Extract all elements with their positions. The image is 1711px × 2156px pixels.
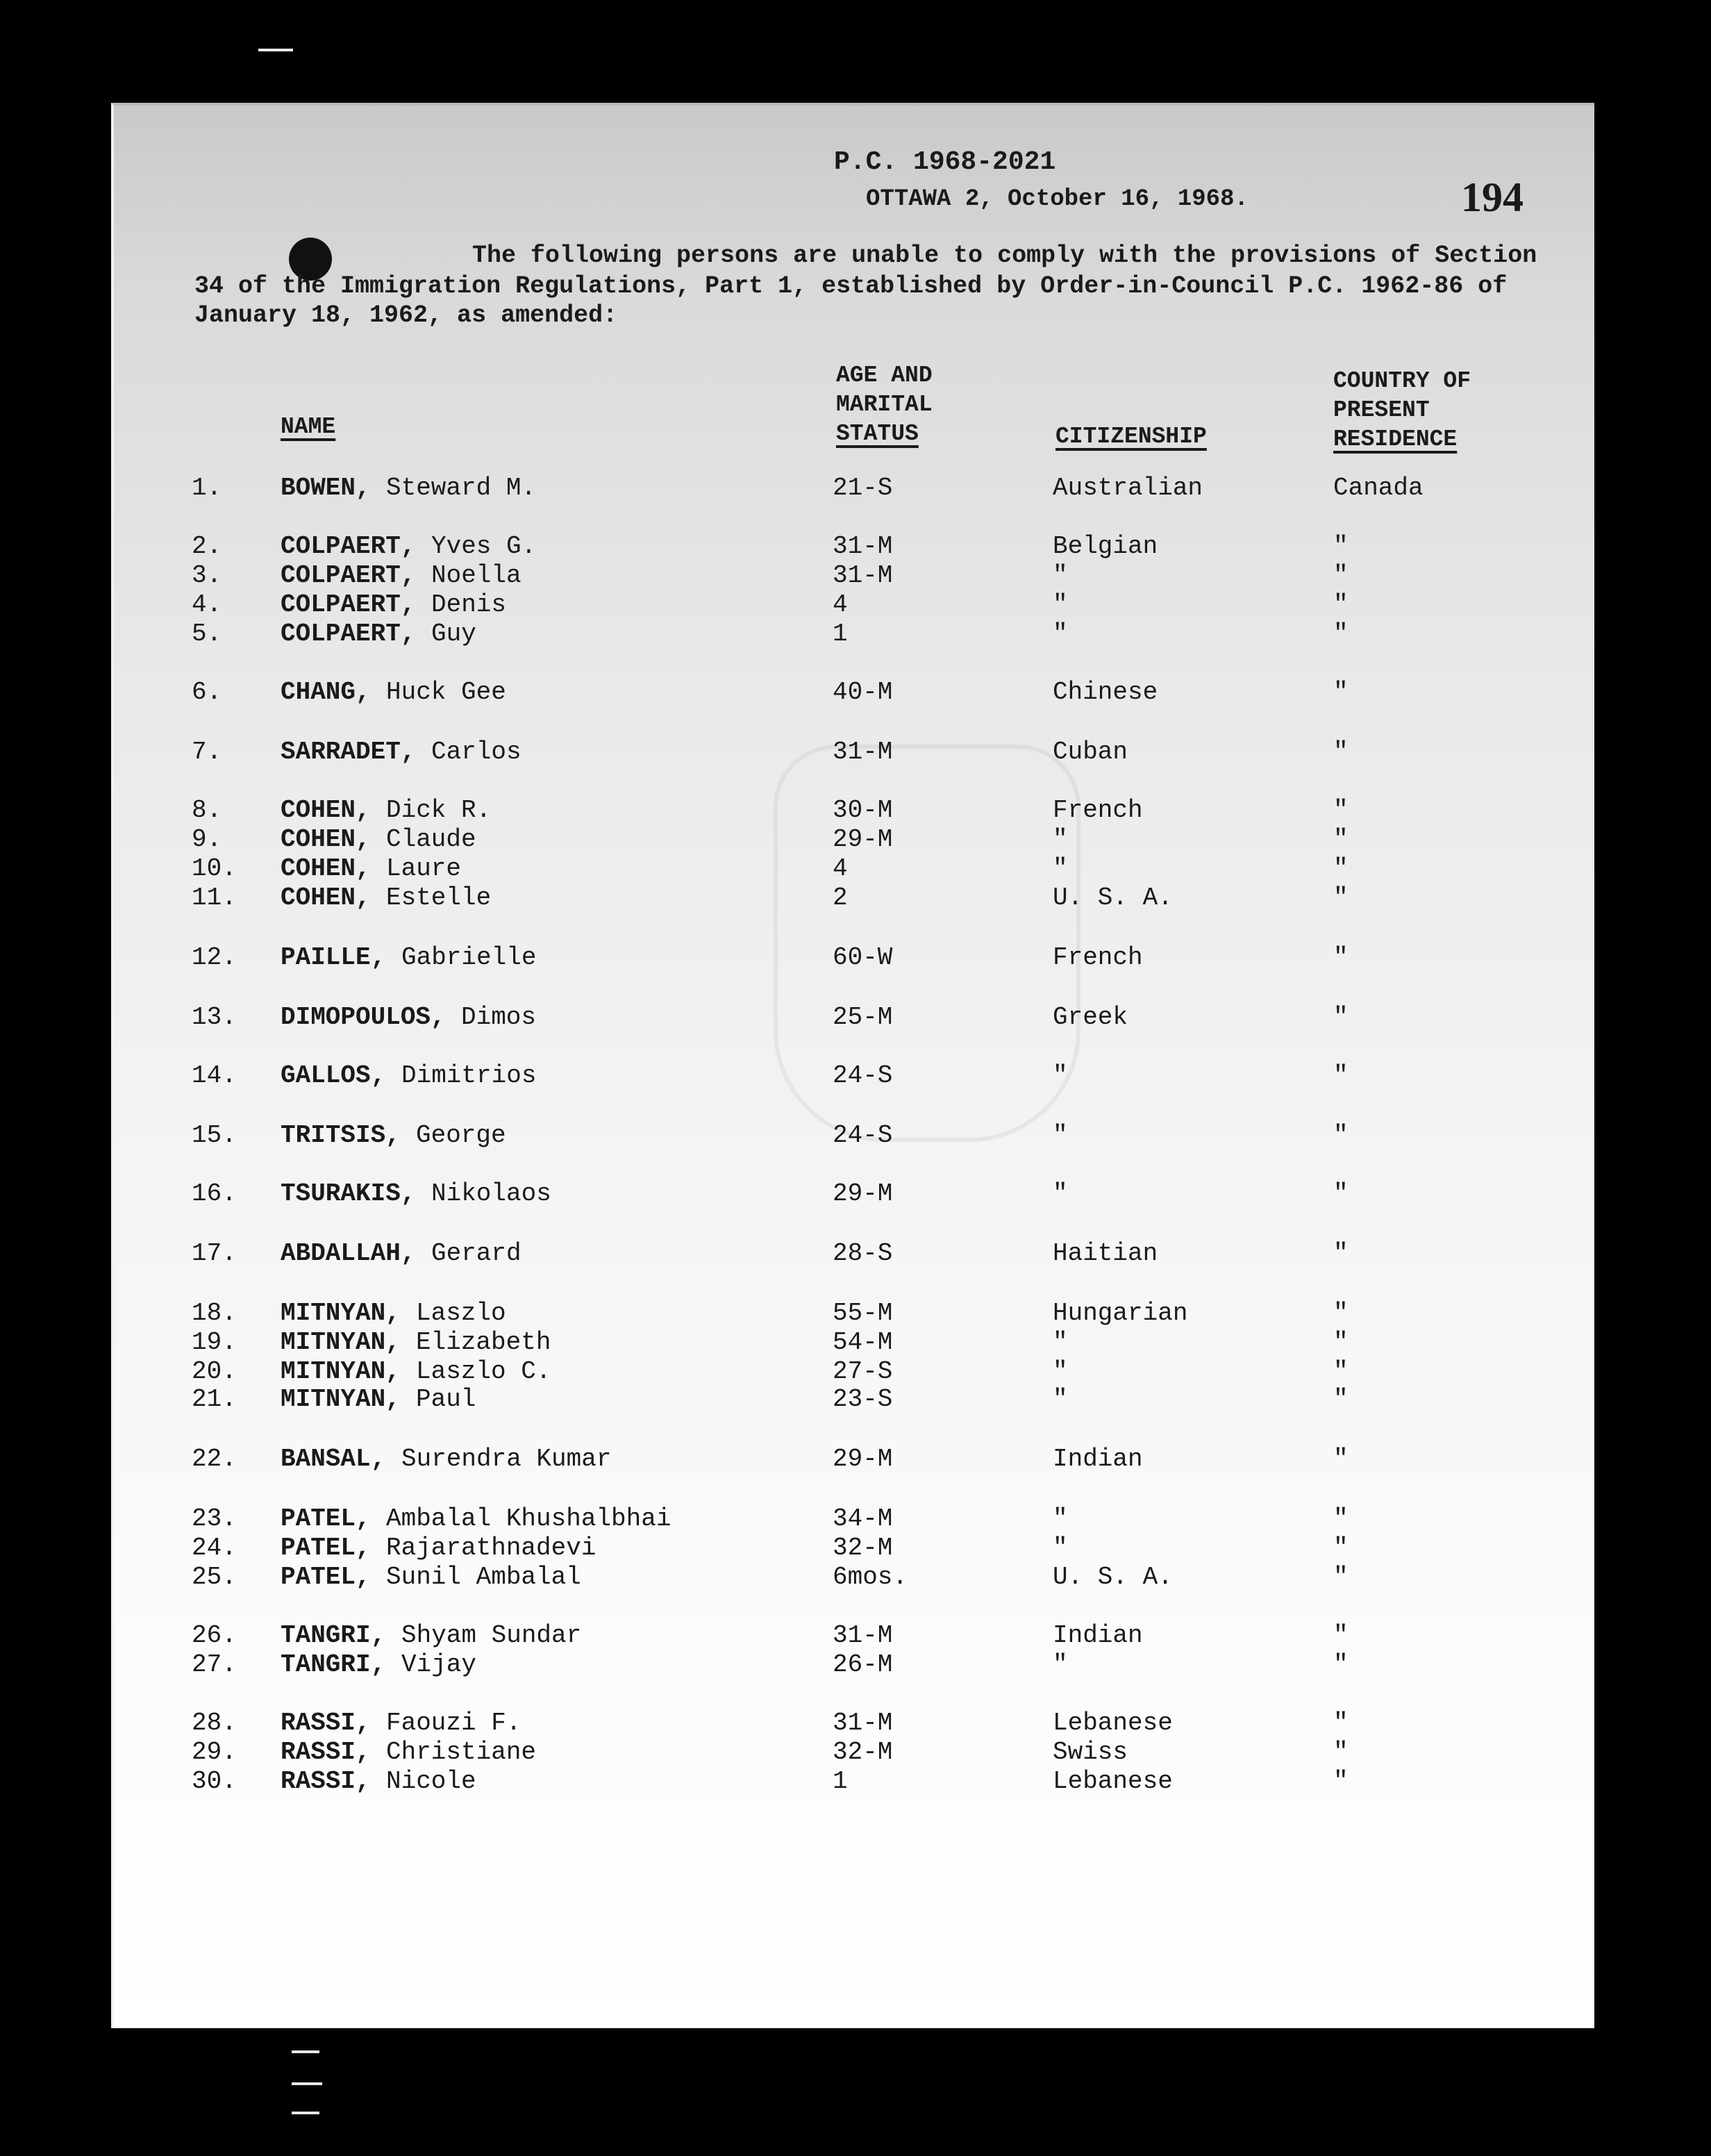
film-edge-mark	[258, 49, 293, 51]
age-marital-status: 31-M	[833, 561, 893, 590]
surname: DIMOPOULOS	[281, 1003, 431, 1031]
table-row	[114, 738, 1594, 770]
surname: PATEL	[281, 1534, 356, 1562]
surname: BOWEN	[281, 474, 356, 502]
surname: COHEN	[281, 854, 356, 883]
row-number: 4.	[192, 590, 222, 619]
intro-line-1: The following persons are unable to comply with the provisions of Section	[472, 242, 1537, 270]
country-of-residence: "	[1333, 1767, 1349, 1796]
name-separator: ,	[401, 590, 416, 619]
row-number: 29.	[192, 1738, 237, 1766]
given-names: Elizabeth	[416, 1328, 551, 1357]
row-number: 21.	[192, 1385, 237, 1413]
surname: RASSI	[281, 1738, 356, 1766]
country-of-residence: "	[1333, 1179, 1349, 1208]
given-names: Laszlo	[416, 1299, 506, 1327]
surname: MITNYAN	[281, 1385, 386, 1413]
country-of-residence: Canada	[1333, 474, 1424, 502]
country-of-residence: "	[1333, 532, 1349, 561]
row-number: 26.	[192, 1621, 237, 1650]
surname: PATEL	[281, 1563, 356, 1591]
given-names: Faouzi F.	[386, 1709, 521, 1737]
document-page	[111, 103, 1594, 2028]
country-of-residence: "	[1333, 1299, 1349, 1327]
age-marital-status: 31-M	[833, 1621, 893, 1650]
age-marital-status: 1	[833, 620, 848, 648]
country-of-residence: "	[1333, 854, 1349, 883]
country-of-residence: "	[1333, 1621, 1349, 1650]
citizenship: Lebanese	[1053, 1767, 1173, 1796]
table-row	[114, 1767, 1594, 1799]
name-separator: ,	[385, 1328, 401, 1357]
surname: MITNYAN	[281, 1328, 386, 1357]
table-row	[114, 1445, 1594, 1477]
table-row	[114, 590, 1594, 622]
given-names: Laszlo C.	[416, 1357, 551, 1386]
country-of-residence: "	[1333, 1563, 1349, 1591]
table-row	[114, 678, 1594, 710]
table-row	[114, 825, 1594, 857]
table-row	[114, 1504, 1594, 1536]
name-separator: ,	[356, 1534, 371, 1562]
surname: PATEL	[281, 1504, 356, 1533]
surname: ABDALLAH	[281, 1239, 401, 1268]
page-number: 194	[1461, 174, 1524, 220]
column-header-citizenship: CITIZENSHIP	[1055, 424, 1207, 449]
age-marital-status: 31-M	[833, 738, 893, 766]
name-separator: ,	[401, 738, 416, 766]
table-row	[114, 854, 1594, 886]
surname: TSURAKIS	[281, 1179, 401, 1208]
table-row	[114, 884, 1594, 915]
country-of-residence: "	[1333, 943, 1349, 972]
surname: TANGRI	[281, 1650, 371, 1679]
citizenship: "	[1053, 620, 1068, 648]
table-row	[114, 943, 1594, 975]
citizenship: "	[1053, 1328, 1068, 1357]
country-of-residence: "	[1333, 1534, 1349, 1562]
country-of-residence: "	[1333, 1709, 1349, 1737]
age-marital-status: 32-M	[833, 1738, 893, 1766]
row-number: 7.	[192, 738, 222, 766]
column-header-name: NAME	[281, 414, 336, 440]
row-number: 24.	[192, 1534, 237, 1562]
name-separator: ,	[356, 1709, 371, 1737]
citizenship: Swiss	[1053, 1738, 1128, 1766]
country-of-residence: "	[1333, 825, 1349, 854]
row-number: 19.	[192, 1328, 237, 1357]
name-separator: ,	[385, 1385, 401, 1413]
surname: COHEN	[281, 796, 356, 824]
row-number: 2.	[192, 532, 222, 561]
surname: COLPAERT	[281, 620, 401, 648]
name-separator: ,	[356, 796, 371, 824]
row-number: 12.	[192, 943, 237, 972]
table-row	[114, 796, 1594, 828]
row-number: 9.	[192, 825, 222, 854]
country-of-residence: "	[1333, 1357, 1349, 1386]
surname: TANGRI	[281, 1621, 371, 1650]
table-row	[114, 474, 1594, 506]
table-row	[114, 1650, 1594, 1682]
citizenship: French	[1053, 796, 1143, 824]
column-header-residence: COUNTRY OF PRESENT RESIDENCE	[1333, 368, 1471, 452]
name-separator: ,	[356, 825, 371, 854]
surname: MITNYAN	[281, 1299, 386, 1327]
table-row	[114, 1328, 1594, 1360]
country-of-residence: "	[1333, 884, 1349, 912]
age-marital-status: 21-S	[833, 474, 893, 502]
name-separator: ,	[356, 1738, 371, 1766]
given-names: Gerard	[431, 1239, 521, 1268]
name-separator: ,	[371, 1445, 386, 1473]
name-separator: ,	[356, 1767, 371, 1796]
surname: COHEN	[281, 884, 356, 912]
row-number: 25.	[192, 1563, 237, 1591]
name-separator: ,	[401, 561, 416, 590]
row-number: 14.	[192, 1061, 237, 1090]
country-of-residence: "	[1333, 1239, 1349, 1268]
given-names: Steward M.	[386, 474, 537, 502]
age-marital-status: 30-M	[833, 796, 893, 824]
citizenship: Indian	[1053, 1445, 1143, 1473]
citizenship: Greek	[1053, 1003, 1128, 1031]
surname: GALLOS	[281, 1061, 371, 1090]
citizenship: "	[1053, 1534, 1068, 1562]
given-names: George	[416, 1121, 506, 1150]
given-names: Vijay	[401, 1650, 477, 1679]
row-number: 30.	[192, 1767, 237, 1796]
table-row	[114, 532, 1594, 564]
row-number: 13.	[192, 1003, 237, 1031]
row-number: 8.	[192, 796, 222, 824]
given-names: Shyam Sundar	[401, 1621, 582, 1650]
row-number: 27.	[192, 1650, 237, 1679]
citizenship: Belgian	[1053, 532, 1158, 561]
country-of-residence: "	[1333, 738, 1349, 766]
age-marital-status: 32-M	[833, 1534, 893, 1562]
film-edge-mark	[292, 2082, 322, 2085]
surname: COLPAERT	[281, 590, 401, 619]
country-of-residence: "	[1333, 1003, 1349, 1031]
country-of-residence: "	[1333, 1738, 1349, 1766]
row-number: 10.	[192, 854, 237, 883]
given-names: Claude	[386, 825, 476, 854]
age-marital-status: 40-M	[833, 678, 893, 706]
given-names: Sunil Ambalal	[386, 1563, 581, 1591]
given-names: Paul	[416, 1385, 476, 1413]
citizenship: "	[1053, 1504, 1068, 1533]
age-marital-status: 31-M	[833, 1709, 893, 1737]
table-row	[114, 1061, 1594, 1093]
surname: SARRADET	[281, 738, 401, 766]
row-number: 5.	[192, 620, 222, 648]
surname: TRITSIS	[281, 1121, 386, 1150]
name-separator: ,	[371, 1650, 386, 1679]
given-names: Rajarathnadevi	[386, 1534, 596, 1562]
name-separator: ,	[356, 854, 371, 883]
table-row	[114, 1385, 1594, 1417]
name-separator: ,	[356, 474, 371, 502]
citizenship: "	[1053, 1650, 1068, 1679]
table-row	[114, 1709, 1594, 1741]
intro-line-3: January 18, 1962, as amended:	[194, 301, 618, 329]
given-names: Laure	[386, 854, 462, 883]
name-separator: ,	[401, 532, 416, 561]
name-separator: ,	[356, 1504, 371, 1533]
citizenship: Hungarian	[1053, 1299, 1188, 1327]
citizenship: "	[1053, 1061, 1068, 1090]
name-separator: ,	[371, 1621, 386, 1650]
age-marital-status: 25-M	[833, 1003, 893, 1031]
age-marital-status: 1	[833, 1767, 848, 1796]
given-names: Gabrielle	[401, 943, 537, 972]
film-edge-mark	[292, 2050, 319, 2053]
row-number: 15.	[192, 1121, 237, 1150]
age-marital-status: 29-M	[833, 1445, 893, 1473]
age-marital-status: 6mos.	[833, 1563, 908, 1591]
country-of-residence: "	[1333, 620, 1349, 648]
surname: RASSI	[281, 1709, 356, 1737]
table-row	[114, 1179, 1594, 1211]
given-names: Dimitrios	[401, 1061, 537, 1090]
citizenship: "	[1053, 1357, 1068, 1386]
name-separator: ,	[371, 1061, 386, 1090]
citizenship: Australian	[1053, 474, 1203, 502]
country-of-residence: "	[1333, 561, 1349, 590]
name-separator: ,	[356, 678, 371, 706]
citizenship: "	[1053, 825, 1068, 854]
place-date: OTTAWA 2, October 16, 1968.	[866, 186, 1249, 213]
age-marital-status: 29-M	[833, 825, 893, 854]
age-marital-status: 24-S	[833, 1061, 893, 1090]
given-names: Ambalal Khushalbhai	[386, 1504, 671, 1533]
surname: COLPAERT	[281, 561, 401, 590]
row-number: 22.	[192, 1445, 237, 1473]
surname: CHANG	[281, 678, 356, 706]
age-marital-status: 24-S	[833, 1121, 893, 1150]
country-of-residence: "	[1333, 678, 1349, 706]
name-separator: ,	[401, 1239, 416, 1268]
country-of-residence: "	[1333, 1445, 1349, 1473]
given-names: Noella	[431, 561, 521, 590]
citizenship: U. S. A.	[1053, 884, 1173, 912]
given-names: Yves G.	[431, 532, 537, 561]
table-row	[114, 1003, 1594, 1035]
country-of-residence: "	[1333, 1061, 1349, 1090]
country-of-residence: "	[1333, 796, 1349, 824]
surname: BANSAL	[281, 1445, 371, 1473]
age-marital-status: 55-M	[833, 1299, 893, 1327]
surname: COLPAERT	[281, 532, 401, 561]
citizenship: "	[1053, 561, 1068, 590]
intro-line-2: 34 of the Immigration Regulations, Part 1, established by Order-in-Council P.C. 1962-86 of	[194, 272, 1508, 300]
row-number: 23.	[192, 1504, 237, 1533]
film-edge-mark	[292, 2112, 319, 2114]
table-row	[114, 1121, 1594, 1153]
age-marital-status: 27-S	[833, 1357, 893, 1386]
row-number: 17.	[192, 1239, 237, 1268]
citizenship: U. S. A.	[1053, 1563, 1173, 1591]
table-row	[114, 1239, 1594, 1271]
age-marital-status: 4	[833, 854, 848, 883]
surname: COHEN	[281, 825, 356, 854]
surname: MITNYAN	[281, 1357, 386, 1386]
order-number: P.C. 1968-2021	[834, 147, 1056, 177]
country-of-residence: "	[1333, 1121, 1349, 1150]
table-row	[114, 1563, 1594, 1595]
age-marital-status: 26-M	[833, 1650, 893, 1679]
row-number: 16.	[192, 1179, 237, 1208]
given-names: Christiane	[386, 1738, 537, 1766]
row-number: 11.	[192, 884, 237, 912]
surname: PAILLE	[281, 943, 371, 972]
age-marital-status: 34-M	[833, 1504, 893, 1533]
given-names: Surendra Kumar	[401, 1445, 612, 1473]
row-number: 1.	[192, 474, 222, 502]
citizenship: Cuban	[1053, 738, 1128, 766]
age-marital-status: 2	[833, 884, 848, 912]
given-names: Denis	[431, 590, 507, 619]
given-names: Dick R.	[386, 796, 492, 824]
citizenship: Chinese	[1053, 678, 1158, 706]
given-names: Carlos	[431, 738, 521, 766]
given-names: Nikolaos	[431, 1179, 551, 1208]
table-row	[114, 620, 1594, 652]
row-number: 18.	[192, 1299, 237, 1327]
country-of-residence: "	[1333, 1385, 1349, 1413]
column-header-age: AGE AND MARITAL STATUS	[836, 363, 933, 447]
row-number: 6.	[192, 678, 222, 706]
citizenship: "	[1053, 1121, 1068, 1150]
citizenship: "	[1053, 854, 1068, 883]
age-marital-status: 4	[833, 590, 848, 619]
citizenship: French	[1053, 943, 1143, 972]
name-separator: ,	[371, 943, 386, 972]
name-separator: ,	[431, 1003, 446, 1031]
row-number: 3.	[192, 561, 222, 590]
given-names: Huck Gee	[386, 678, 506, 706]
citizenship: Indian	[1053, 1621, 1143, 1650]
name-separator: ,	[356, 884, 371, 912]
age-marital-status: 29-M	[833, 1179, 893, 1208]
age-marital-status: 28-S	[833, 1239, 893, 1268]
citizenship: "	[1053, 1179, 1068, 1208]
age-marital-status: 60-W	[833, 943, 893, 972]
citizenship: Haitian	[1053, 1239, 1158, 1268]
age-marital-status: 23-S	[833, 1385, 893, 1413]
table-row	[114, 1738, 1594, 1770]
name-separator: ,	[385, 1299, 401, 1327]
country-of-residence: "	[1333, 1328, 1349, 1357]
country-of-residence: "	[1333, 1650, 1349, 1679]
citizenship: Lebanese	[1053, 1709, 1173, 1737]
citizenship: "	[1053, 590, 1068, 619]
row-number: 28.	[192, 1709, 237, 1737]
country-of-residence: "	[1333, 1504, 1349, 1533]
citizenship: "	[1053, 1385, 1068, 1413]
given-names: Nicole	[386, 1767, 476, 1796]
table-row	[114, 1621, 1594, 1653]
name-separator: ,	[385, 1357, 401, 1386]
name-separator: ,	[401, 1179, 416, 1208]
given-names: Dimos	[461, 1003, 537, 1031]
given-names: Estelle	[386, 884, 492, 912]
name-separator: ,	[401, 620, 416, 648]
table-row	[114, 561, 1594, 593]
table-row	[114, 1534, 1594, 1566]
given-names: Guy	[431, 620, 476, 648]
age-marital-status: 31-M	[833, 532, 893, 561]
table-row	[114, 1299, 1594, 1331]
name-separator: ,	[385, 1121, 401, 1150]
age-marital-status: 54-M	[833, 1328, 893, 1357]
name-separator: ,	[356, 1563, 371, 1591]
surname: RASSI	[281, 1767, 356, 1796]
row-number: 20.	[192, 1357, 237, 1386]
country-of-residence: "	[1333, 590, 1349, 619]
